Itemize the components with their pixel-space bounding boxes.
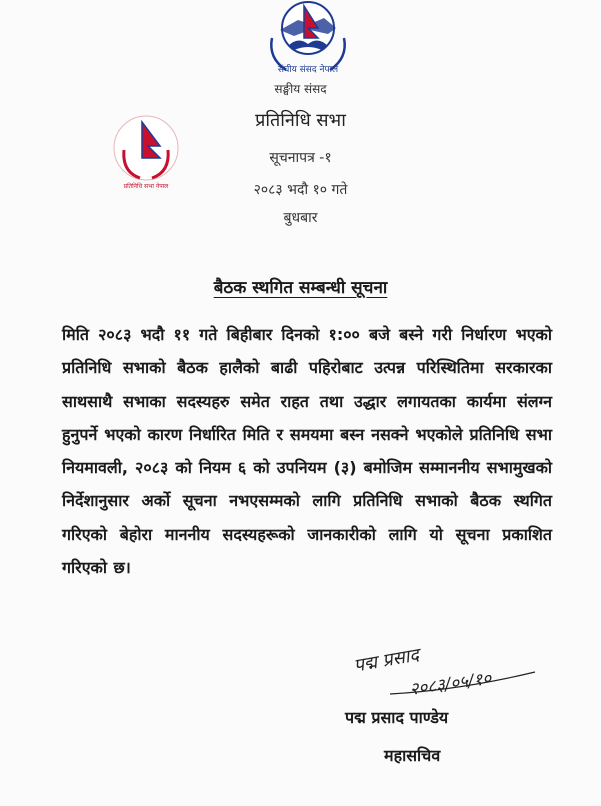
- notice-body: मिति २०८३ भदौ ११ गते बिहीबार दिनको १:०० बजे बस्ने गरी निर्धारण भएको प्रतिनिधि सभाको बैठक हालैको बाढी पहिरोबाट उत्पन्न परिस्थितिमा सरकारका साथसाथै सभाका सदस्यहरु समेत राहत तथा उद्धार लगायतका कार्यमा संलग्न हुनुपर्ने भएको कारण निर्धारित मिति र समयमा बस्न नसक्ने भएकोले प्रतिनिधि सभा नियमावली, २०८३ को नियम ६ को उपनियम (३) बमोजिम सम्माननीय सभामुखको निर्देशानुसार अर्को सूचना नभएसम्मको लागि प्रतिनिधि सभाको बैठक स्थगित गरिएको बेहोरा माननीय सदस्यहरूको जानकारीको लागि यो सूचना प्रकाशित गरिएको छ।: [62, 325, 552, 578]
- signature-date: २०८३/०५/१०: [408, 668, 493, 700]
- emblem-lettering: संघीय संसद नेपाल: [277, 65, 339, 75]
- notice-heading-text: बैठक स्थगित सम्बन्धी सूचना: [213, 278, 388, 298]
- notice-heading: [0, 275, 601, 298]
- parliament-emblem-icon: [258, 0, 358, 78]
- signature-scribble: पद्म प्रसाद: [352, 644, 421, 677]
- parliament-name: सङ्घीय संसद: [274, 82, 327, 96]
- handwritten-signature: [350, 632, 545, 702]
- house-name: प्रतिनिधि सभा: [255, 110, 346, 131]
- notice-date: २०८३ भदौ १० गते: [253, 182, 348, 198]
- signer-name: पद्म प्रसाद पाण्डेय: [345, 708, 449, 727]
- notice-day: बुधबार: [283, 210, 318, 226]
- signer-title: महासचिव: [384, 746, 441, 765]
- notice-number: सूचनापत्र -१: [269, 150, 332, 166]
- small-emblem-lettering: प्रतिनिधि सभा नेपाल: [123, 183, 169, 190]
